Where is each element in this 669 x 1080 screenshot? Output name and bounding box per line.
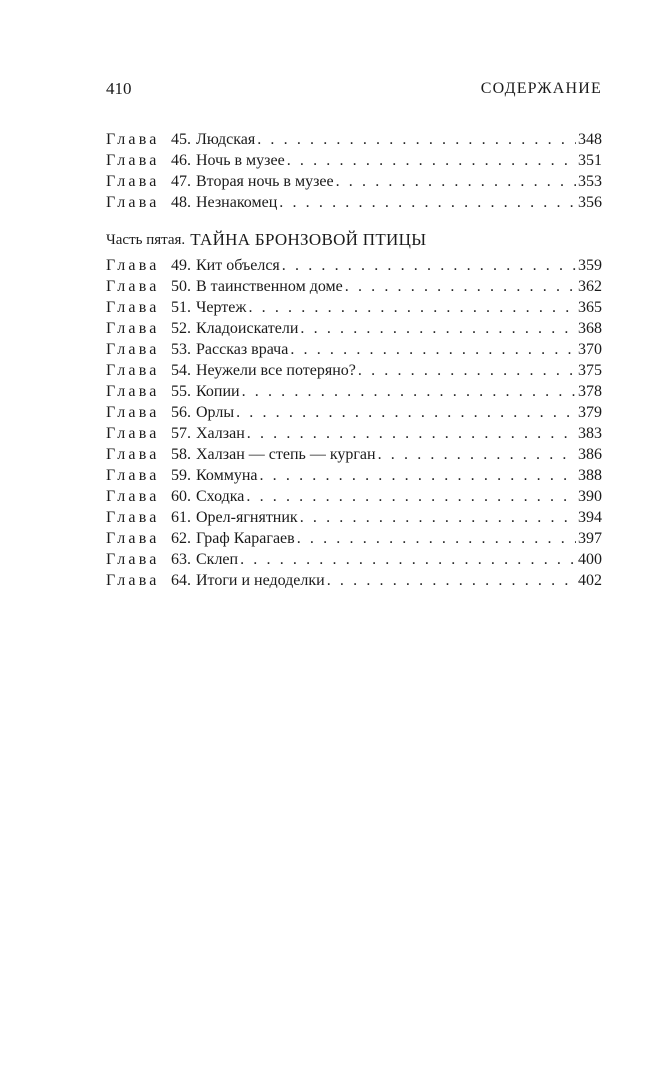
chapter-page: 388 [578, 467, 602, 484]
chapter-word: Глава [106, 194, 160, 211]
chapter-word: Глава [106, 404, 160, 421]
toc-entry [106, 465, 602, 486]
chapter-word: Глава [106, 173, 160, 190]
table-of-contents [106, 129, 602, 591]
page-number: 410 [106, 79, 132, 98]
chapter-page: 383 [578, 425, 602, 442]
toc-entry [106, 402, 602, 423]
chapter-number: 63. [171, 551, 191, 568]
toc-entry [106, 381, 602, 402]
chapter-number: 57. [171, 425, 191, 442]
chapter-title: Граф Карагаев [196, 530, 295, 547]
chapter-number: 50. [171, 278, 191, 295]
chapter-page: 386 [578, 446, 602, 463]
chapter-page: 390 [578, 488, 602, 505]
chapter-page: 362 [578, 278, 602, 295]
toc-entry [106, 255, 602, 276]
chapter-title: Вторая ночь в музее [196, 173, 334, 190]
chapter-word: Глава [106, 278, 160, 295]
dot-leader [240, 549, 576, 570]
dot-leader [247, 423, 576, 444]
chapter-title: Незнакомец [196, 194, 278, 211]
chapter-title: Халзан [196, 425, 245, 442]
chapter-page: 353 [578, 173, 602, 190]
dot-leader [287, 150, 576, 171]
chapter-title: Коммуна [196, 467, 258, 484]
chapter-title: Орлы [196, 404, 235, 421]
part-title: ТАЙНА БРОНЗОВОЙ ПТИЦЫ [190, 230, 427, 249]
chapter-page: 348 [578, 131, 602, 148]
chapter-title: Орел-ягнятник [196, 509, 298, 526]
toc-entry [106, 549, 602, 570]
chapter-page: 359 [578, 257, 602, 274]
chapter-number: 56. [171, 404, 191, 421]
chapter-number: 62. [171, 530, 191, 547]
toc-entry [106, 486, 602, 507]
chapter-word: Глава [106, 572, 160, 589]
chapter-number: 47. [171, 173, 191, 190]
chapter-number: 53. [171, 341, 191, 358]
dot-leader [345, 276, 576, 297]
chapter-word: Глава [106, 488, 160, 505]
chapter-word: Глава [106, 530, 160, 547]
chapter-word: Глава [106, 257, 160, 274]
chapter-title: Чертеж [196, 299, 247, 316]
chapter-word: Глава [106, 425, 160, 442]
chapter-page: 378 [578, 383, 602, 400]
chapter-title: Копии [196, 383, 240, 400]
chapter-number: 61. [171, 509, 191, 526]
toc-entry [106, 339, 602, 360]
chapter-word: Глава [106, 131, 160, 148]
toc-entry [106, 318, 602, 339]
dot-leader [242, 381, 576, 402]
chapter-number: 58. [171, 446, 191, 463]
chapter-number: 51. [171, 299, 191, 316]
chapter-number: 60. [171, 488, 191, 505]
chapter-page: 375 [578, 362, 602, 379]
chapter-number: 46. [171, 152, 191, 169]
running-head: СОДЕРЖАНИЕ [480, 80, 602, 97]
chapter-number: 64. [171, 572, 191, 589]
chapter-title: Итоги и недоделки [196, 572, 325, 589]
dot-leader [279, 192, 576, 213]
chapter-word: Глава [106, 467, 160, 484]
dot-leader [378, 444, 576, 465]
toc-entry [106, 423, 602, 444]
chapter-page: 351 [578, 152, 602, 169]
chapter-title: Людская [196, 131, 256, 148]
chapter-number: 49. [171, 257, 191, 274]
toc-entry [106, 507, 602, 528]
chapter-word: Глава [106, 383, 160, 400]
chapter-number: 48. [171, 194, 191, 211]
chapter-word: Глава [106, 446, 160, 463]
chapter-word: Глава [106, 362, 160, 379]
dot-leader [300, 318, 576, 339]
chapter-number: 55. [171, 383, 191, 400]
part-label: Часть пятая. [106, 232, 186, 248]
chapter-number: 54. [171, 362, 191, 379]
dot-leader [297, 528, 576, 549]
chapter-word: Глава [106, 509, 160, 526]
chapter-title: Кладоискатели [196, 320, 299, 337]
dot-leader [259, 465, 576, 486]
chapter-page: 356 [578, 194, 602, 211]
toc-entry [106, 171, 602, 192]
part-heading [106, 213, 602, 255]
toc-entry [106, 192, 602, 213]
chapter-page: 394 [578, 509, 602, 526]
dot-leader [257, 129, 576, 150]
chapter-number: 45. [171, 131, 191, 148]
chapter-page: 402 [578, 572, 602, 589]
toc-group-after [106, 255, 602, 591]
chapter-title: Неужели все потеряно? [196, 362, 356, 379]
toc-entry [106, 444, 602, 465]
dot-leader [246, 486, 576, 507]
chapter-number: 52. [171, 320, 191, 337]
chapter-word: Глава [106, 551, 160, 568]
chapter-title: Сходка [196, 488, 245, 505]
toc-entry [106, 150, 602, 171]
chapter-title: Склеп [196, 551, 239, 568]
chapter-title: Ночь в музее [196, 152, 285, 169]
toc-group-before [106, 129, 602, 213]
dot-leader [300, 507, 576, 528]
chapter-page: 370 [578, 341, 602, 358]
chapter-title: Халзан — степь — курган [196, 446, 376, 463]
chapter-word: Глава [106, 320, 160, 337]
toc-entry [106, 297, 602, 318]
chapter-title: Рассказ врача [196, 341, 289, 358]
chapter-title: В таинственном доме [196, 278, 343, 295]
dot-leader [336, 171, 576, 192]
chapter-page: 368 [578, 320, 602, 337]
chapter-page: 400 [578, 551, 602, 568]
toc-entry [106, 570, 602, 591]
chapter-word: Глава [106, 341, 160, 358]
dot-leader [290, 339, 576, 360]
dot-leader [248, 297, 576, 318]
chapter-page: 397 [578, 530, 602, 547]
chapter-page: 365 [578, 299, 602, 316]
toc-entry [106, 360, 602, 381]
dot-leader [282, 255, 576, 276]
dot-leader [236, 402, 576, 423]
toc-entry [106, 528, 602, 549]
dot-leader [327, 570, 576, 591]
toc-entry [106, 129, 602, 150]
chapter-word: Глава [106, 299, 160, 316]
toc-entry [106, 276, 602, 297]
dot-leader [358, 360, 576, 381]
chapter-number: 59. [171, 467, 191, 484]
chapter-word: Глава [106, 152, 160, 169]
chapter-page: 379 [578, 404, 602, 421]
chapter-title: Кит объелся [196, 257, 280, 274]
